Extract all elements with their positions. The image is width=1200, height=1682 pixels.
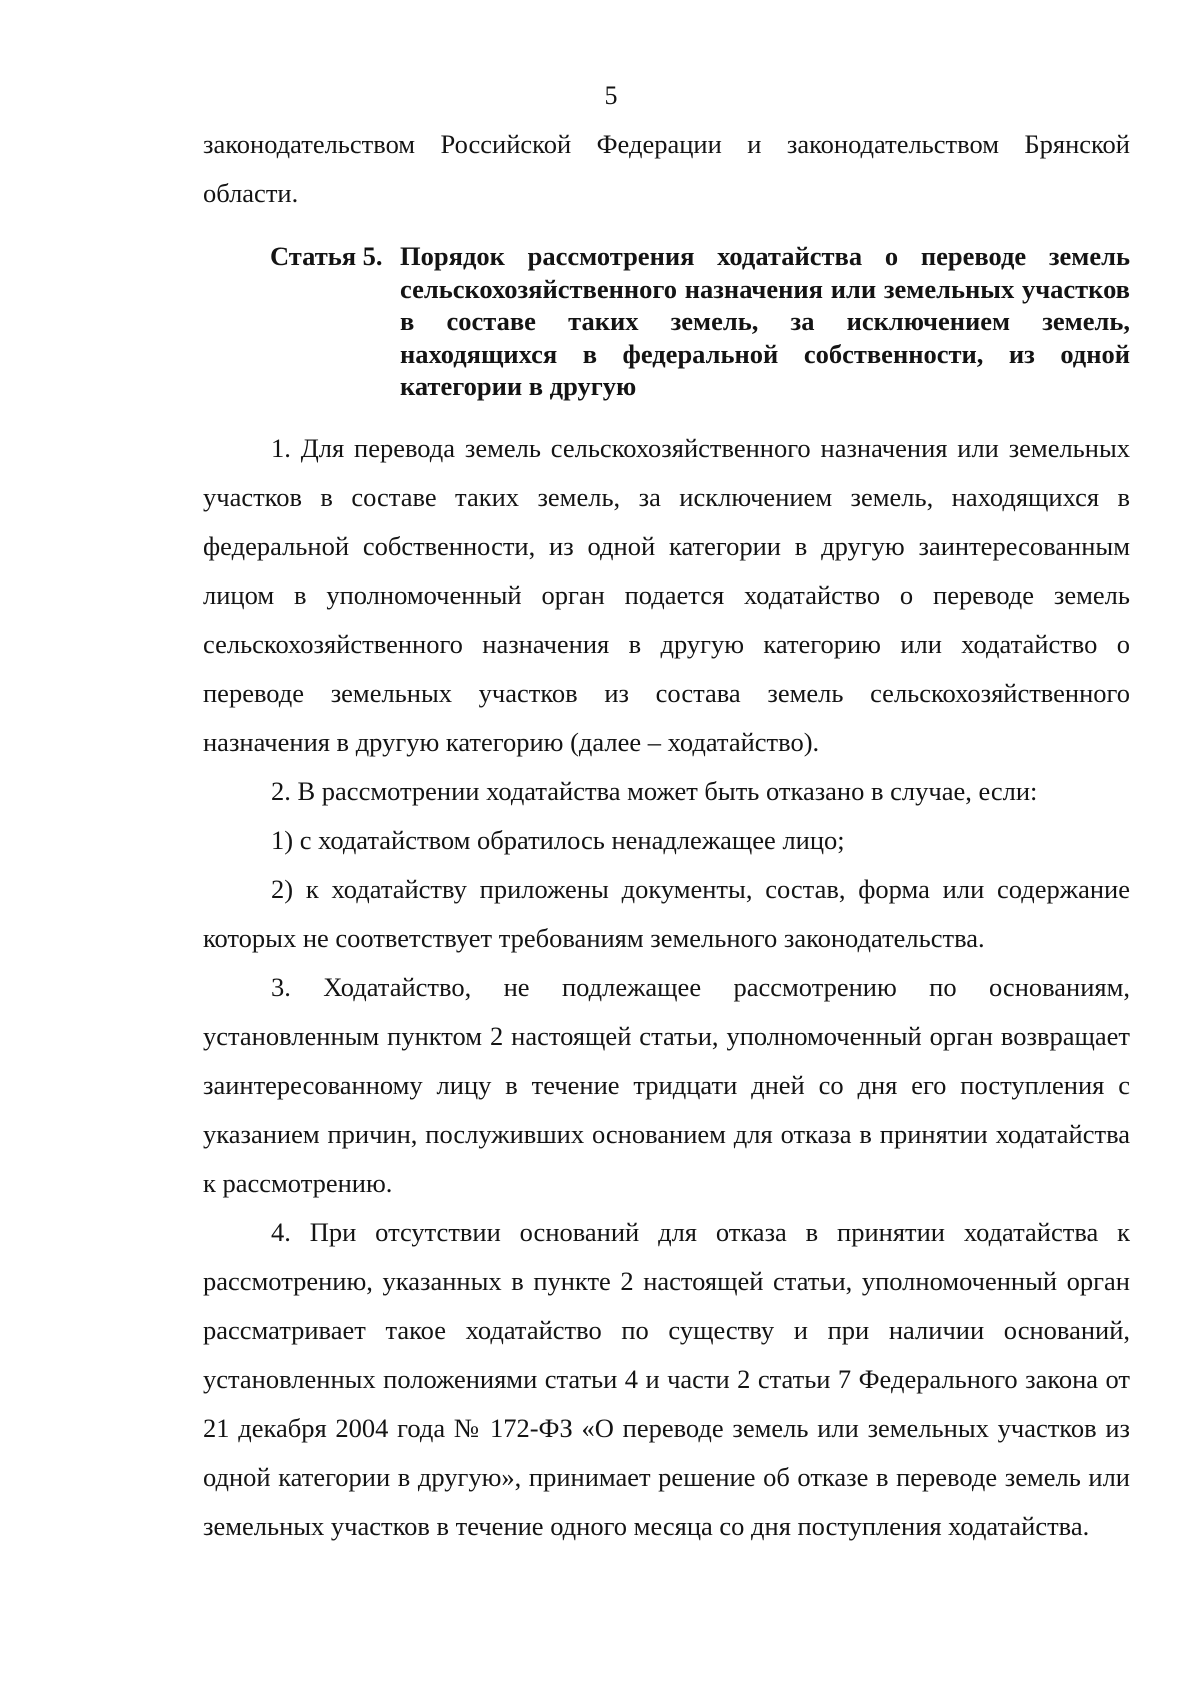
continuation-text-block [203,120,1130,218]
paragraph-2: 2. В рассмотрении ходатайства может быть отказано в случае, если: [271,776,1038,806]
paragraph-2-item-1: 1) с ходатайством обратилось ненадлежащее лицо; [271,825,845,855]
article-title: Порядок рассмотрения ходатайства о переводе земель сельскохозяйственного назначения или земельных участков в составе таких земель, за исключением земель, находящихся в федеральной собственности, из одной категории в другую [400,241,1130,401]
paragraph-2-item-2: 2) к ходатайству приложены документы, состав, форма или содержание которых не соответствует требованиям земельного законодательства. [203,874,1130,953]
paragraph-1: 1. Для перевода земель сельскохозяйственного назначения или земельных участков в составе таких земель, за исключением земель, находящихся в федеральной собственности, из одной категории в другую заинтересованным лицом в уполномоченный орган подается ходатайство о переводе земель сельскохозяйственного назначения в другую категорию или ходатайство о переводе земельных участков из состава земель сельскохозяйственного назначения в другую категорию (далее – ходатайство). [203,433,1130,757]
paragraph-3: 3. Ходатайство, не подлежащее рассмотрению по основаниям, установленным пунктом 2 настоящей статьи, уполномоченный орган возвращает заинтересованному лицу в течение тридцати дней со дня его поступления с указанием причин, послуживших основанием для отказа в принятии ходатайства к рассмотрению. [203,972,1130,1198]
page-number: 5 [604,81,618,110]
article-heading [270,240,1130,403]
paragraph-4: 4. При отсутствии оснований для отказа в принятии ходатайства к рассмотрению, указанных в пункте 2 настоящей статьи, уполномоченный орган рассматривает такое ходатайство по существу и при наличии оснований, установленных положениями статьи 4 и части 2 статьи 7 Федерального закона от 21 декабря 2004 года № 172-ФЗ «О переводе земель или земельных участков из одной категории в другую», принимает решение об отказе в переводе земель или земельных участков в течение одного месяца со дня поступления ходатайства. [203,1217,1130,1541]
article-body [203,424,1130,1551]
article-number: Статья 5. [270,241,383,271]
continuation-paragraph: законодательством Российской Федерации и законодательством Брянской области. [203,129,1130,208]
